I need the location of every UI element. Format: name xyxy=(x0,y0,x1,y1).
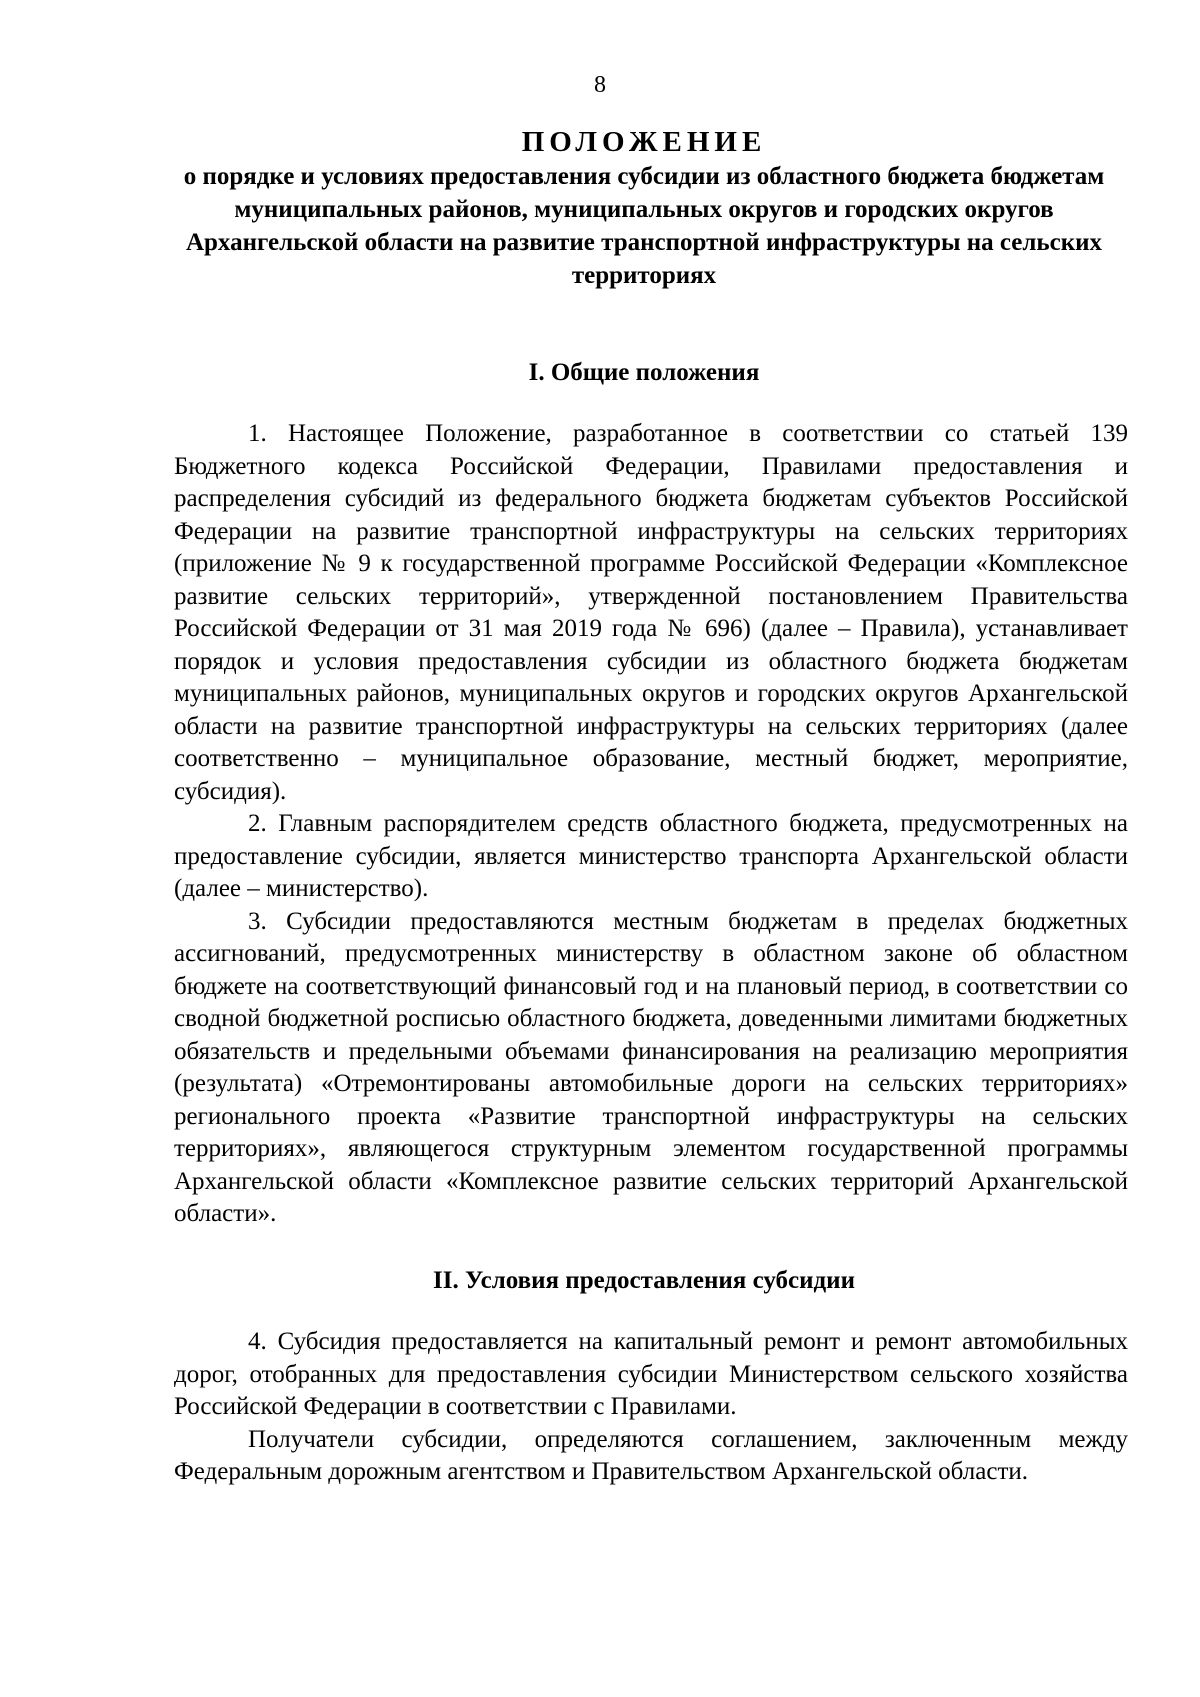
section-heading-general: I. Общие положения xyxy=(528,359,760,386)
section-body-general xyxy=(174,418,1128,1231)
page-number: 8 xyxy=(594,72,606,98)
paragraph-recipients: Получатели субсидии, определяются соглашением, заключенным между Федеральным дорожным агентством и Правительством Архангельской области. xyxy=(174,1425,1128,1485)
document-title: ПОЛОЖЕНИЕ xyxy=(521,126,767,158)
section-body-conditions xyxy=(174,1326,1128,1489)
title-block xyxy=(160,124,1128,292)
paragraph-1: 1. Настоящее Положение, разработанное в соответствии со статьей 139 Бюджетного кодекса Российской Федерации, Правилами предоставления и распределения субсидий из федерального бюджета бюджетам субъектов Российской Федерации на развитие транспортной инфраструктуры на сельских территориях (приложение № 9 к государственной программе Российской Федерации «Комплексное развитие сельских территорий», утвержденной постановлением Правительства Российской Федерации от 31 мая 2019 года № 696) (далее – Правила), устанавливает порядок и условия предоставления субсидии из областного бюджета бюджетам муниципальных районов, муниципальных округов и городских округов Архангельской области на развитие транспортной инфраструктуры на сельских территориях (далее соответственно – муниципальное образование, местный бюджет, мероприятие, субсидия). xyxy=(174,420,1128,805)
document-subtitle: о порядке и условиях предоставления субсидии из областного бюджета бюджетам муниципальных районов, муниципальных округов и городских округов Архангельской области на развитие транспортной инфраструктуры на сельских территориях xyxy=(183,163,1105,289)
paragraph-3: 3. Субсидии предоставляются местным бюджетам в пределах бюджетных ассигнований, предусмотренных министерству в областном законе об областном бюджете на соответствующий финансовый год и на плановый период, в соответствии со сводной бюджетной росписью областного бюджета, доведенными лимитами бюджетных обязательств и предельными объемами финансирования на реализацию мероприятия (результата) «Отремонтированы автомобильные дороги на сельских территориях» регионального проекта «Развитие транспортной инфраструктуры на сельских территориях», являющегося структурным элементом государственной программы Архангельской области «Комплексное развитие сельских территорий Архангельской области». xyxy=(174,907,1128,1227)
paragraph-2: 2. Главным распорядителем средств областного бюджета, предусмотренных на предоставление субсидии, является министерство транспорта Архангельской области (далее – министерство). xyxy=(174,810,1128,902)
section-heading-conditions: II. Условия предоставления субсидии xyxy=(433,1267,855,1294)
paragraph-4: 4. Субсидия предоставляется на капитальный ремонт и ремонт автомобильных дорог, отобранных для предоставления субсидии Министерством сельского хозяйства Российской Федерации в соответствии с Правилами. xyxy=(174,1328,1128,1420)
